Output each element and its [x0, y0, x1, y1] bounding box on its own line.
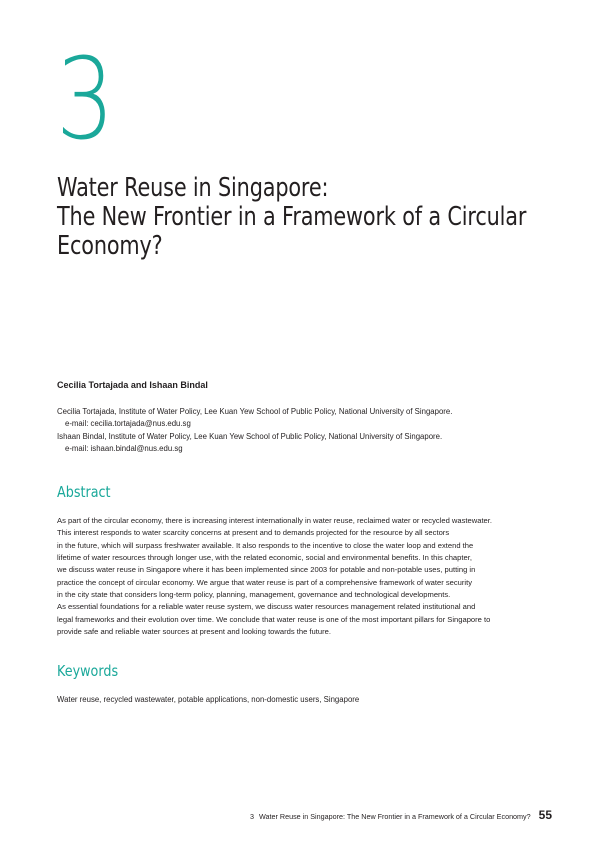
- affiliations: [57, 406, 557, 456]
- abstract-line: lifetime of water resources through longer use, with the related economic, social and environmental benefits. In this chapter,: [57, 553, 472, 563]
- page-number: 55: [538, 808, 552, 822]
- abstract-line: provide safe and reliable water sources at present and looking towards the future.: [57, 627, 331, 637]
- page-footer: [250, 808, 552, 822]
- footer-chapter-number: 3: [250, 812, 254, 821]
- abstract-line: we discuss water reuse in Singapore where it has been implemented since 2003 for potable and non-potable uses, putting in: [57, 565, 476, 575]
- chapter-title-line: Economy?: [57, 231, 163, 261]
- abstract-body: [57, 515, 557, 638]
- chapter-title-line: Water Reuse in Singapore:: [57, 173, 329, 203]
- affiliation: Cecilia Tortajada, Institute of Water Policy, Lee Kuan Yew School of Public Policy, National University of Singapore.: [57, 407, 453, 416]
- abstract-line: As essential foundations for a reliable water reuse system, we discuss water resources management related institutional and: [57, 602, 476, 612]
- abstract-heading: Abstract: [57, 483, 111, 501]
- abstract-line: in the city state that considers long-term policy, planning, management, governance and technological developments.: [57, 590, 451, 600]
- affiliation-email: e-mail: cecilia.tortajada@nus.edu.sg: [65, 419, 191, 429]
- chapter-number: 3: [56, 35, 115, 165]
- abstract-line: This interest responds to water scarcity concerns at present and to demands projected for the resource by all sectors: [57, 528, 450, 538]
- chapter-title-line: The New Frontier in a Framework of a Circular: [57, 202, 527, 232]
- affiliation-email: e-mail: ishaan.bindal@nus.edu.sg: [65, 444, 183, 454]
- authors: Cecilia Tortajada and Ishaan Bindal: [57, 380, 208, 390]
- keywords-body: Water reuse, recycled wastewater, potable applications, non-domestic users, Singapore: [57, 695, 360, 704]
- abstract-line: As part of the circular economy, there is increasing interest internationally in water reuse, reclaimed water or recycled wastewater.: [57, 516, 493, 525]
- abstract-line: legal frameworks and their evolution over time. We conclude that water reuse is one of the most important pillars for Singapore to: [57, 614, 491, 624]
- abstract-line: in the future, which will surpass freshwater available. It also responds to the incentive to close the water loop and extend the: [57, 540, 474, 550]
- affiliation: Ishaan Bindal, Institute of Water Policy, Lee Kuan Yew School of Public Policy, National University of Singapore.: [57, 431, 443, 441]
- chapter-title: [57, 173, 527, 261]
- keywords-heading: Keywords: [57, 662, 119, 680]
- abstract-line: practice the concept of circular economy. We argue that water reuse is part of a comprehensive framework of water security: [57, 577, 473, 587]
- footer-running-title: Water Reuse in Singapore: The New Frontier in a Framework of a Circular Economy?: [259, 812, 531, 821]
